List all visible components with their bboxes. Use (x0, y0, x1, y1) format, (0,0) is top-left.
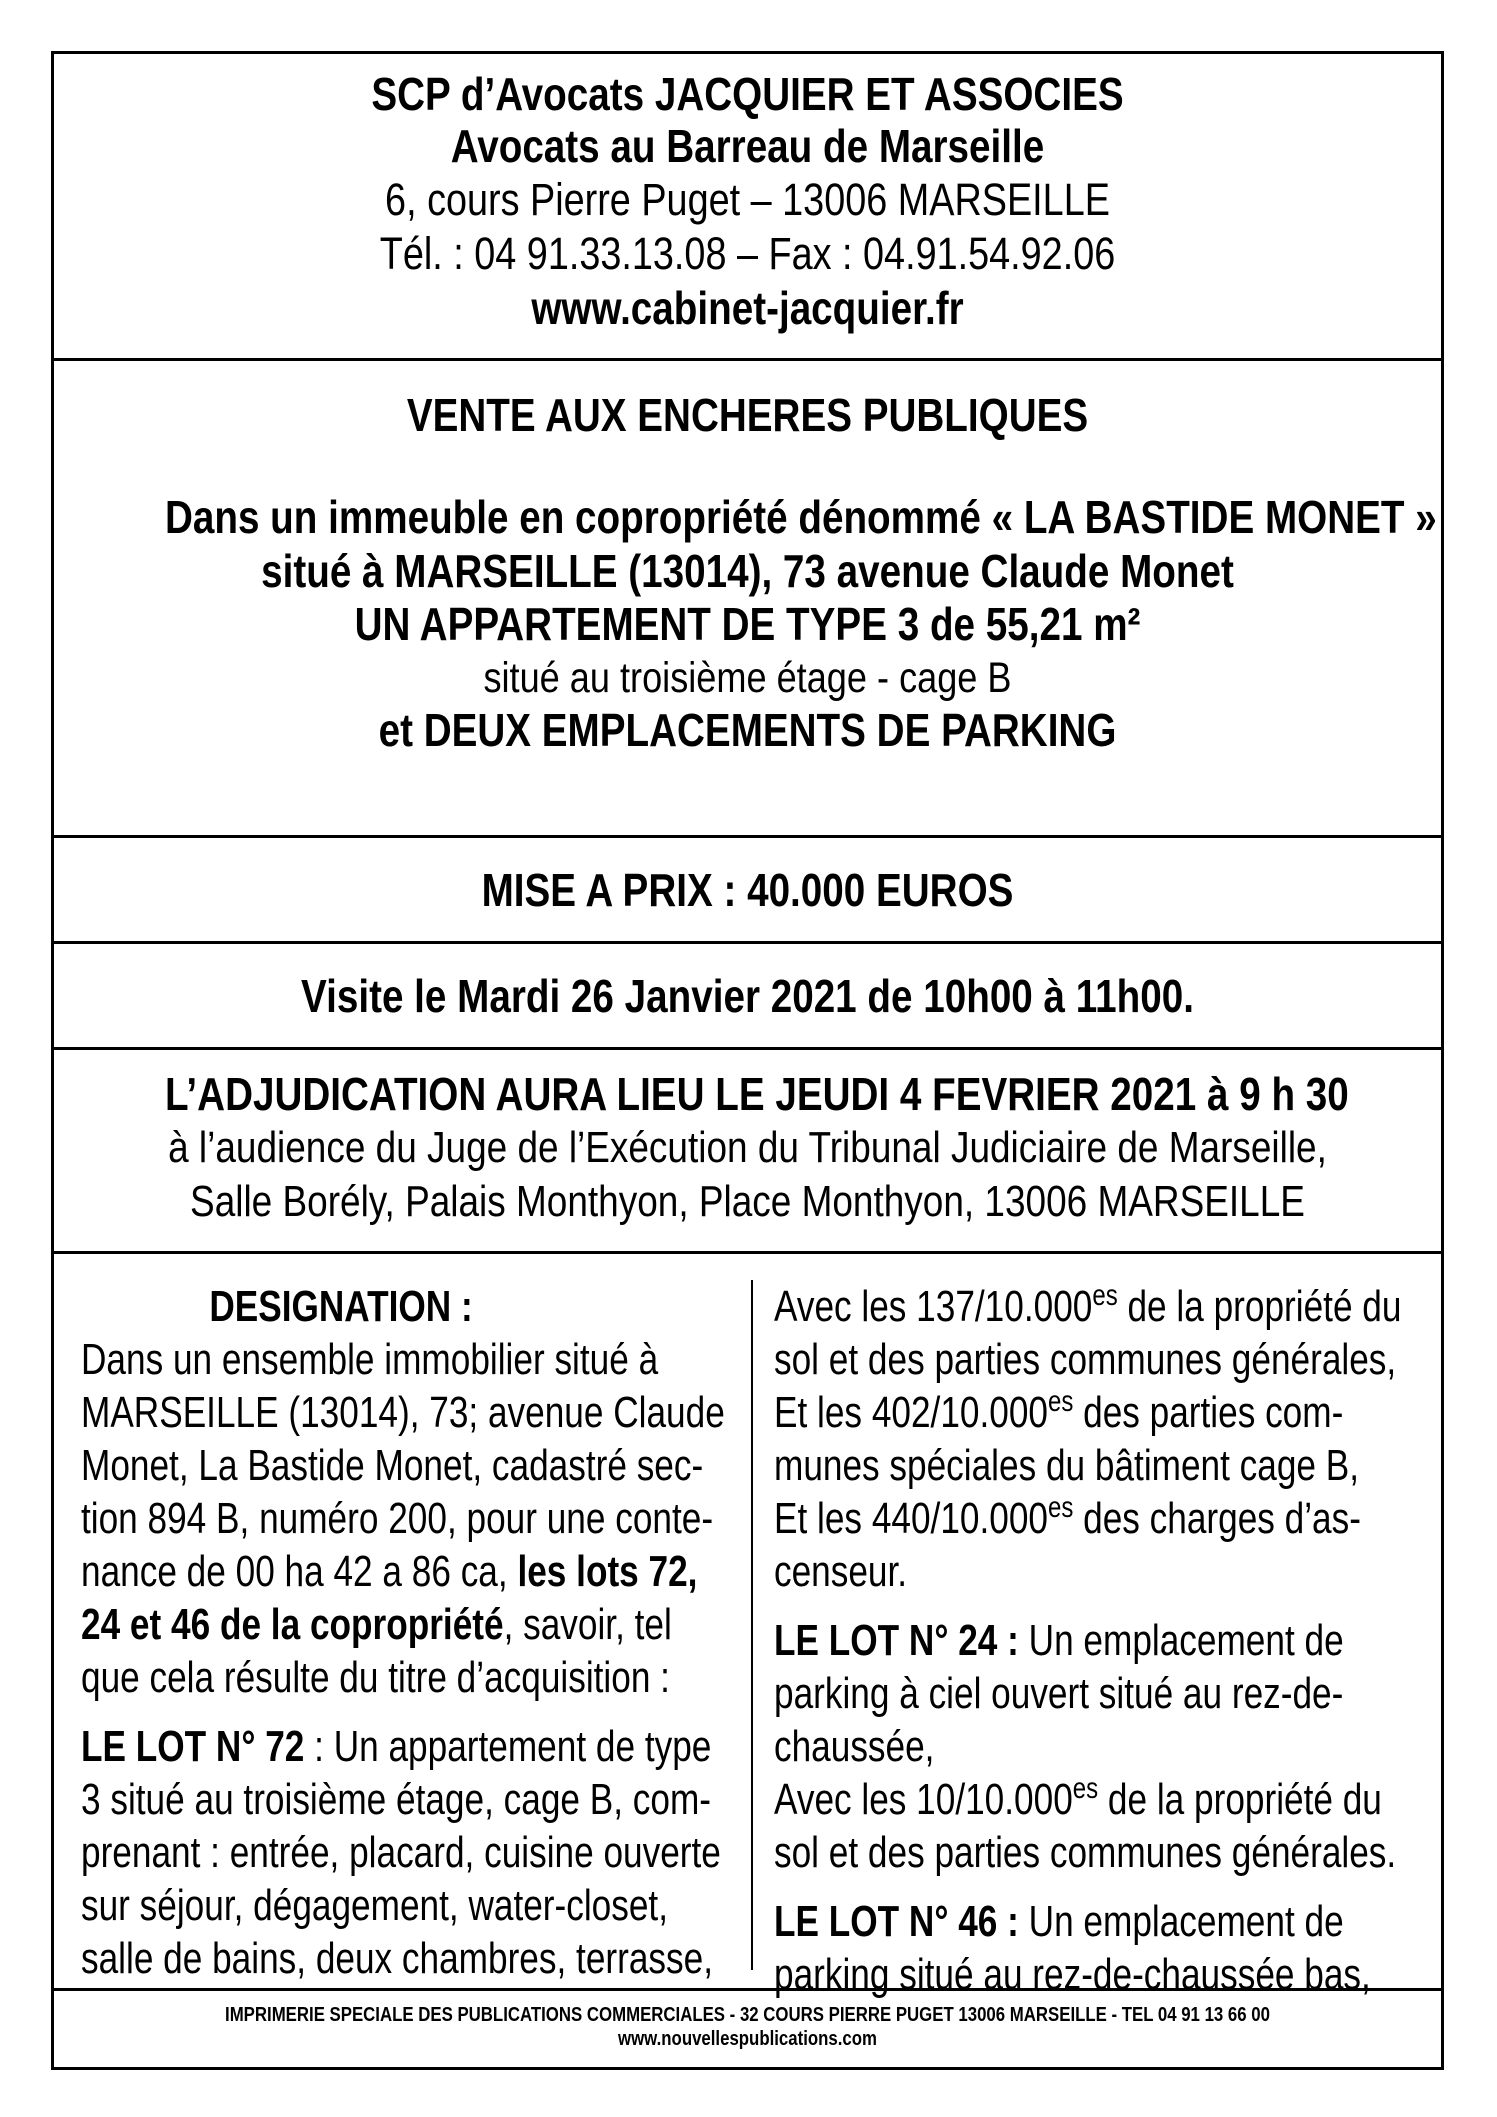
adjudication-title: L’ADJUDICATION AURA LIEU LE JEUDI 4 FEVRIER 2021 à 9 h 30 (164, 1068, 1349, 1120)
text-run: Et les 402/10.000 (774, 1388, 1048, 1437)
column-divider (751, 1280, 753, 1970)
lot-72-label: LE LOT N° 72 (81, 1722, 305, 1771)
text-run: des parties com- (1073, 1388, 1344, 1437)
text-run: Un emplacement de (1018, 1897, 1344, 1946)
share-line: sol et des parties communes générales, (774, 1335, 1397, 1384)
designation-left-column (81, 1280, 731, 1985)
superscript: es (1092, 1279, 1118, 1312)
firm-website: www.cabinet-jacquier.fr (531, 282, 964, 334)
adjudication-court: à l’audience du Juge de l’Exécution du Tribunal Judiciaire de Marseille, (168, 1123, 1327, 1172)
adjudication-info (54, 1050, 1441, 1254)
sale-location: situé à MARSEILLE (13014), 73 avenue Claude Monet (261, 545, 1234, 597)
text-run: Et les 440/10.000 (774, 1494, 1048, 1543)
sale-floor: situé au troisième étage - cage B (483, 654, 1012, 702)
lot-24-line: chaussée, (774, 1722, 935, 1771)
lot-46-label: LE LOT N° 46 : (774, 1897, 1019, 1946)
starting-price (54, 838, 1441, 944)
designation-right-column (774, 1280, 1424, 2001)
lots-emphasis: 24 et 46 de la copropriété (81, 1600, 504, 1649)
law-firm-header (54, 54, 1441, 361)
text-run: , savoir, tel (503, 1600, 672, 1649)
share-line (774, 1492, 1424, 1545)
text-run: nance de 00 ha 42 a 86 ca, (81, 1547, 518, 1596)
share-line (774, 1386, 1424, 1439)
text-run: : Un appartement de type (304, 1722, 712, 1771)
bar-association: Avocats au Barreau de Marseille (450, 120, 1045, 172)
lot-72-line: sur séjour, dégagement, water-closet, (81, 1881, 668, 1930)
designation-title: DESIGNATION : (209, 1282, 473, 1331)
share-line (774, 1773, 1424, 1826)
printer-website: www.nouvellespublications.com (618, 2028, 877, 2050)
designation-section (54, 1254, 1441, 1999)
share-line: sol et des parties communes générales. (774, 1828, 1397, 1877)
share-line: munes spéciales du bâtiment cage B, (774, 1441, 1360, 1490)
designation-line: Dans un ensemble immobilier situé à (81, 1335, 659, 1384)
text-run: Avec les 137/10.000 (774, 1282, 1093, 1331)
adjudication-place: Salle Borély, Palais Monthyon, Place Monthyon, 13006 MARSEILLE (190, 1177, 1305, 1226)
text-run: de la propriété du (1117, 1282, 1402, 1331)
lot-72-line: prenant : entrée, placard, cuisine ouverte (81, 1828, 721, 1877)
printer-footer (54, 1991, 1441, 2067)
lot-24-label: LE LOT N° 24 : (774, 1616, 1019, 1665)
share-line (774, 1280, 1424, 1333)
text-run: des charges d’as- (1073, 1494, 1361, 1543)
text-run: Un emplacement de (1018, 1616, 1344, 1665)
visit-text: Visite le Mardi 26 Janvier 2021 de 10h00 à 11h00. (301, 970, 1194, 1022)
designation-line: MARSEILLE (13014), 73; avenue Claude (81, 1388, 725, 1437)
designation-line: que cela résulte du titre d’acquisition : (81, 1653, 670, 1702)
superscript: es (1072, 1772, 1099, 1805)
share-line: censeur. (774, 1547, 908, 1596)
lots-emphasis: les lots 72, (517, 1547, 698, 1596)
sale-apartment: UN APPARTEMENT DE TYPE 3 de 55,21 m² (354, 598, 1141, 650)
designation-line: Monet, La Bastide Monet, cadastré sec- (81, 1441, 704, 1490)
sale-parking: et DEUX EMPLACEMENTS DE PARKING (378, 704, 1117, 756)
designation-line (81, 1545, 731, 1598)
lot-72-line: 3 situé au troisième étage, cage B, com- (81, 1775, 712, 1824)
designation-line: tion 894 B, numéro 200, pour une conte- (81, 1494, 714, 1543)
sale-description (54, 361, 1441, 838)
notice-frame (51, 51, 1444, 2070)
superscript: es (1047, 1385, 1074, 1418)
lot-24-line (774, 1614, 1424, 1667)
printer-info: IMPRIMERIE SPECIALE DES PUBLICATIONS COMMERCIALES - 32 COURS PIERRE PUGET 13006 MARSEILLE - TEL 04 91 13 66 00 (225, 2004, 1270, 2026)
firm-name: SCP d’Avocats JACQUIER ET ASSOCIES (371, 68, 1124, 120)
sale-building: Dans un immeuble en copropriété dénommé « LA BASTIDE MONET » (164, 491, 1437, 543)
lot-72-line (81, 1720, 731, 1773)
lot-46-line: parking situé au rez-de-chaussée bas, (774, 1950, 1371, 1999)
visit-info (54, 944, 1441, 1050)
text-run: de la propriété du (1098, 1775, 1382, 1824)
sale-title: VENTE AUX ENCHERES PUBLIQUES (406, 389, 1089, 441)
text-run: Avec les 10/10.000 (774, 1775, 1073, 1824)
starting-price-text: MISE A PRIX : 40.000 EUROS (481, 864, 1014, 916)
lot-72-line: salle de bains, deux chambres, terrasse, (81, 1934, 713, 1983)
designation-line (81, 1598, 731, 1651)
firm-phone-fax: Tél. : 04 91.33.13.08 – Fax : 04.91.54.92.06 (379, 228, 1116, 279)
superscript: es (1047, 1491, 1074, 1524)
lot-46-line (774, 1895, 1424, 1948)
firm-address: 6, cours Pierre Puget – 13006 MARSEILLE (385, 174, 1110, 225)
lot-24-line: parking à ciel ouvert situé au rez-de- (774, 1669, 1344, 1718)
